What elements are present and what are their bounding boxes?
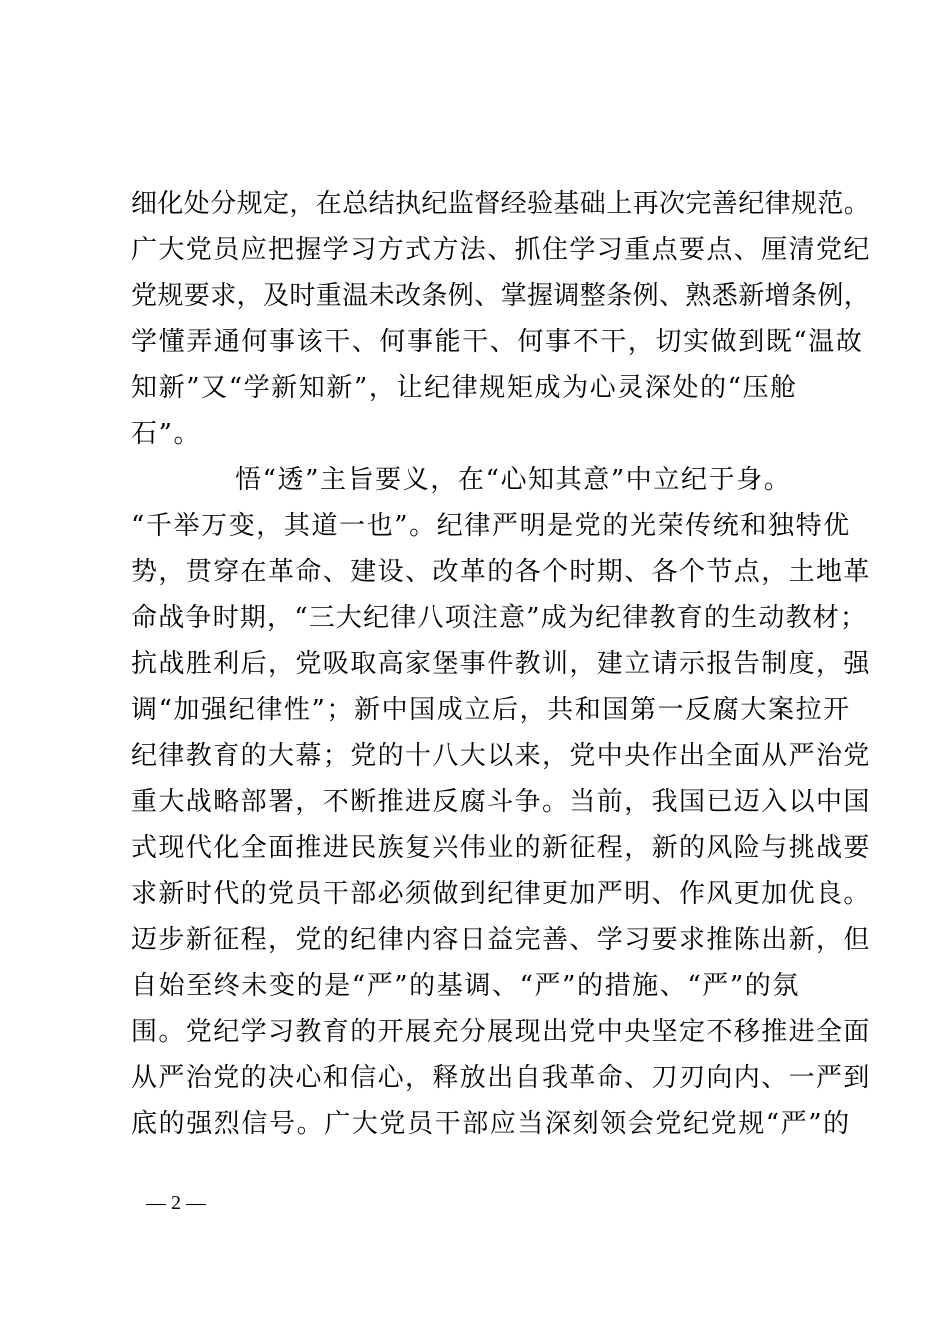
text-line-1: 细化处分规定，在总结执纪监督经验基础上再次完善纪律规范。 <box>131 189 871 219</box>
text-line-19: 围。党纪学习教育的开展充分展现出党中央坚定不移推进全面 <box>131 1017 871 1047</box>
text-line-13: 纪律教育的大幕；党的十八大以来，党中央作出全面从严治党 <box>131 741 871 771</box>
text-line-2: 广大党员应把握学习方式方法、抓住学习重点要点、厘清党纪 <box>131 235 871 265</box>
text-line-10: 命战争时期，“三大纪律八项注意”成为纪律教育的生动教材； <box>131 603 868 633</box>
text-line-18: 自始至终未变的是“严”的基调、“严”的措施、“严”的氛 <box>131 971 800 1001</box>
text-line-16: 求新时代的党员干部必须做到纪律更加严明、作风更加优良。 <box>131 879 871 909</box>
text-line-3: 党规要求，及时重温未改条例、掌握调整条例、熟悉新增条例， <box>131 281 871 311</box>
text-line-6: 石”。 <box>131 419 202 449</box>
text-line-4: 学懂弄通何事该干、何事能干、何事不干，切实做到既“温故 <box>131 327 864 357</box>
text-line-12: 调“加强纪律性”；新中国成立后，共和国第一反腐大案拉开 <box>131 695 851 725</box>
text-line-9: 势，贯穿在革命、建设、改革的各个时期、各个节点，土地革 <box>131 557 871 587</box>
page-number: — 2 — <box>146 1192 206 1214</box>
text-line-15: 式现代化全面推进民族复兴伟业的新征程，新的风险与挑战要 <box>131 833 871 863</box>
text-line-5: 知新”又“学新知新”，让纪律规矩成为心灵深处的“压舱 <box>131 373 798 403</box>
paragraph-heading: 悟“透”主旨要义，在“心知其意”中立纪于身。 <box>235 465 792 495</box>
text-line-8: “千举万变，其道一也”。纪律严明是党的光荣传统和独特优 <box>131 511 851 541</box>
text-line-11: 抗战胜利后，党吸取高家堡事件教训，建立请示报告制度，强 <box>131 649 871 679</box>
text-line-20: 从严治党的决心和信心，释放出自我革命、刀刃向内、一严到 <box>131 1063 871 1093</box>
text-line-17: 迈步新征程，党的纪律内容日益完善、学习要求推陈出新，但 <box>131 925 871 955</box>
text-line-21: 底的强烈信号。广大党员干部应当深刻领会党纪党规“严”的 <box>131 1109 851 1139</box>
text-line-14: 重大战略部署，不断推进反腐斗争。当前，我国已迈入以中国 <box>131 787 871 817</box>
